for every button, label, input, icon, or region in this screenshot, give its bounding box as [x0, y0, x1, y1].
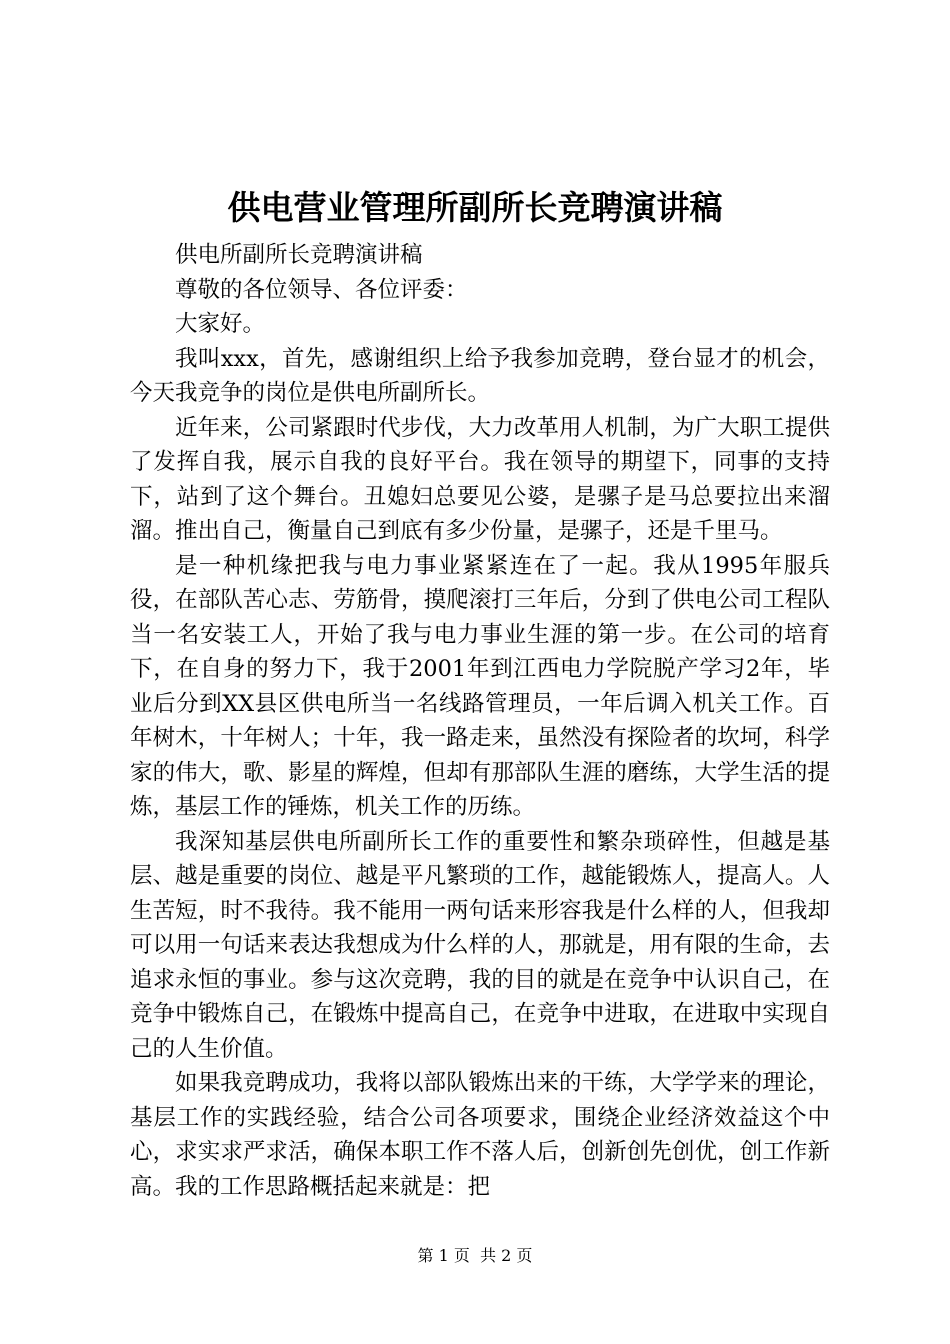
page-footer	[0, 1244, 950, 1268]
paragraph-subtitle: 供电所副所长竞聘演讲稿	[175, 242, 423, 268]
paragraph-greeting: 大家好。	[175, 311, 266, 337]
paragraph-plan: 如果我竞聘成功，我将以部队锻炼出来的干练，大学学来的理论，基层工作的实践经验，结合公司各项要求，围绕企业经济效益这个中心，求实求严求活，确保本职工作不落人后，创新创先创优，创工作新高。我的工作思路概括起来就是：把	[130, 1070, 830, 1200]
page-number: 第 1 页 共 2 页	[417, 1246, 533, 1265]
paragraph-salutation: 尊敬的各位领导、各位评委：	[175, 276, 468, 303]
document-body	[130, 238, 830, 1204]
paragraph-experience: 是一种机缘把我与电力事业紧紧连在了一起。我从1995年服兵役，在部队苦心志、劳筋骨，摸爬滚打三年后，分到了供电公司工程队当一名安装工人，开始了我与电力事业生涯的第一步。在公司的培育下，在自身的努力下，我于2001年到江西电力学院脱产学习2年，毕业后分到XX县区供电所当一名线路管理员，一年后调入机关工作。百年树木，十年树人；十年，我一路走来，虽然没有探险者的坎坷，科学家的伟大，歌、影星的辉煌，但却有那部队生涯的磨练，大学生活的提炼，基层工作的锤炼，机关工作的历练。	[130, 552, 830, 820]
paragraph-motivation: 我深知基层供电所副所长工作的重要性和繁杂琐碎性，但越是基层、越是重要的岗位、越是平凡繁琐的工作，越能锻炼人，提高人。人生苦短，时不我待。我不能用一两句话来形容我是什么样的人，但我却可以用一句话来表达我想成为什么样的人，那就是，用有限的生命，去追求永恒的事业。参与这次竞聘，我的目的就是在竞争中认识自己，在竞争中锻炼自己，在锻炼中提高自己，在竞争中进取，在进取中实现自己的人生价值。	[130, 828, 830, 1062]
document-title: 供电营业管理所副所长竞聘演讲稿	[227, 188, 723, 227]
paragraph-background: 近年来，公司紧跟时代步伐，大力改革用人机制，为广大职工提供了发挥自我，展示自我的良好平台。我在领导的期望下，同事的支持下，站到了这个舞台。丑媳妇总要见公婆，是骡子是马总要拉出来溜溜。推出自己，衡量自己到底有多少份量，是骡子，还是千里马。	[130, 414, 830, 544]
paragraph-introduction: 我叫xxx，首先，感谢组织上给予我参加竞聘，登台显才的机会，今天我竞争的岗位是供电所副所长。	[130, 345, 830, 406]
